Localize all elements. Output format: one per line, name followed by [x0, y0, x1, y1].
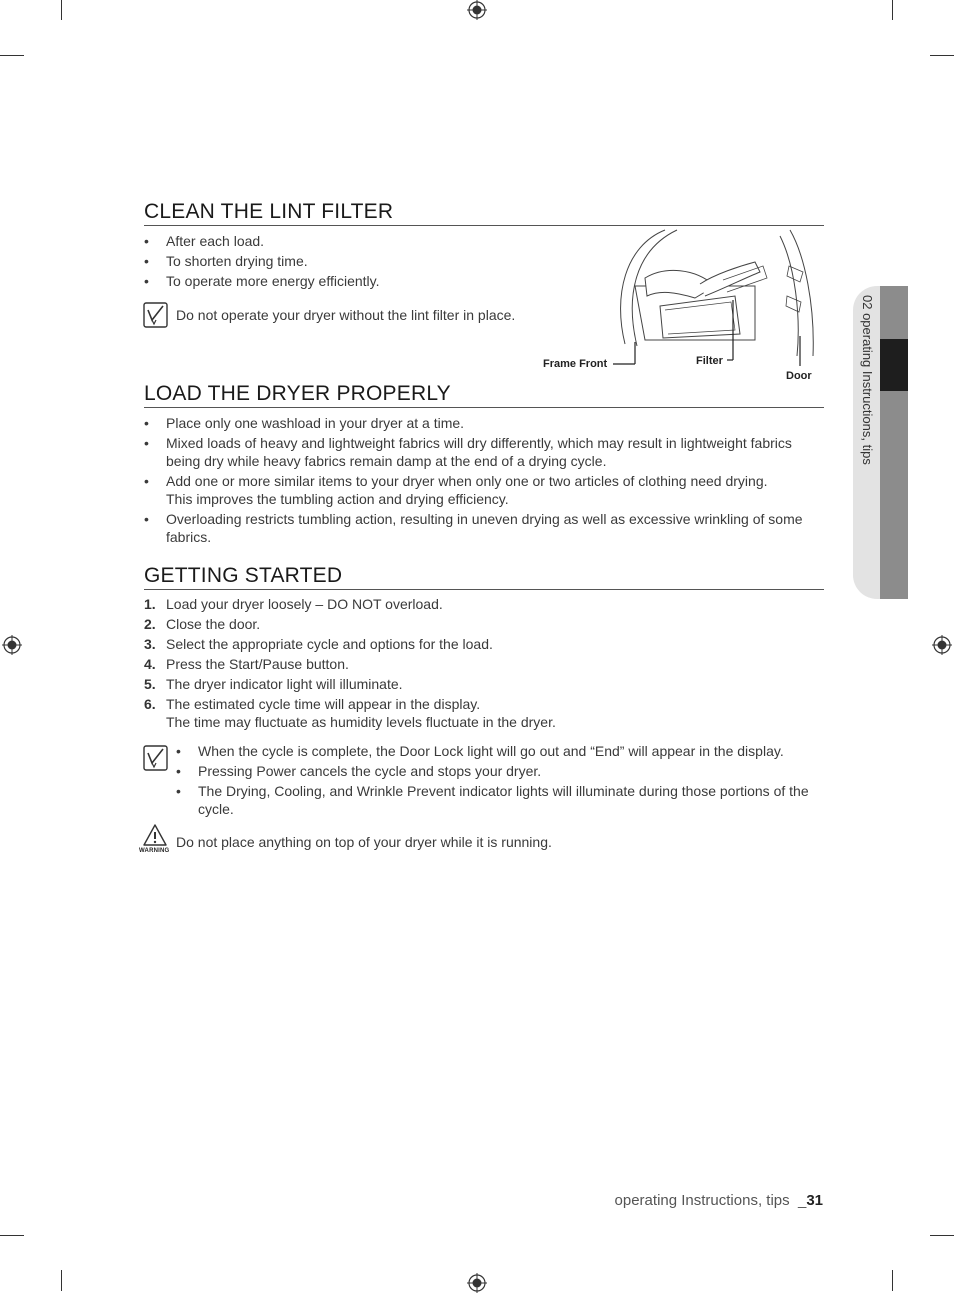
- list-item: • The Drying, Cooling, and Wrinkle Prevent indicator lights will illuminate during those portions of the cycle.: [176, 782, 822, 818]
- crop-mark: [930, 1235, 954, 1236]
- list-item: • Overloading restricts tumbling action, resulting in uneven drying as well as excessive wrinkling of some fabrics.: [144, 510, 820, 546]
- callout-frame-front: Frame Front: [543, 358, 608, 370]
- list-item: • Mixed loads of heavy and lightweight fabrics will dry differently, which may result in lightweight fabrics being dry while heavy fabrics remain damp at the end of a drying cycle.: [144, 434, 820, 470]
- chapter-tab-strip: [880, 286, 908, 599]
- step-number: 5.: [144, 676, 156, 692]
- page-footer: [615, 1192, 823, 1209]
- list-item: • When the cycle is complete, the Door Lock light will go out and “End” will appear in the display.: [176, 742, 822, 760]
- step-item: [144, 615, 820, 633]
- section-title-start: GETTING STARTED: [144, 564, 824, 590]
- note-pencil-icon: [143, 302, 168, 328]
- step-text: Close the door.: [166, 616, 261, 632]
- step-text: Press the Start/Pause button.: [166, 656, 349, 672]
- callout-door: Door: [786, 370, 812, 382]
- chapter-tab-marker: [880, 339, 908, 391]
- list-item: • Pressing Power cancels the cycle and stops your dryer.: [176, 762, 822, 780]
- start-note-bullets: [176, 742, 822, 820]
- step-text: Load your dryer loosely – DO NOT overload.: [166, 596, 443, 612]
- step-text: Select the appropriate cycle and options for the load.: [166, 636, 493, 652]
- lint-note: Do not operate your dryer without the lint filter in place.: [176, 307, 516, 323]
- list-item: • Add one or more similar items to your dryer when only one or two articles of clothing need drying. This improves the tumbling action and drying efficiency.: [144, 472, 820, 508]
- step-item: [144, 675, 820, 693]
- start-steps: [144, 595, 820, 733]
- lint-filter-illustration: [605, 226, 820, 371]
- crop-mark: [930, 55, 954, 56]
- chapter-tab-label: 02 operating Instructions, tips: [860, 295, 875, 465]
- registration-mark-icon: [467, 0, 487, 20]
- step-number: 4.: [144, 656, 156, 672]
- step-item: [144, 595, 820, 613]
- section-title-lint: CLEAN THE LINT FILTER: [144, 200, 824, 226]
- crop-mark: [61, 1270, 62, 1291]
- warning-text: Do not place anything on top of your dryer while it is running.: [176, 834, 552, 850]
- list-item: • To operate more energy efficiently.: [144, 272, 584, 290]
- crop-mark: [0, 55, 24, 56]
- step-number: 3.: [144, 636, 156, 652]
- warning-label: WARNING: [139, 848, 170, 854]
- footer-text: operating Instructions, tips _: [614, 1192, 807, 1209]
- step-text: The estimated cycle time will appear in the display. The time may fluctuate as humidity levels fluctuate in the dryer.: [166, 696, 556, 730]
- step-number: 6.: [144, 696, 156, 712]
- step-text: The dryer indicator light will illuminate.: [166, 676, 403, 692]
- registration-mark-icon: [467, 1273, 487, 1293]
- load-bullets: [144, 414, 820, 548]
- note-pencil-icon: [143, 745, 168, 771]
- lint-bullets: [144, 232, 584, 292]
- list-item: • To shorten drying time.: [144, 252, 584, 270]
- step-item: [144, 695, 820, 731]
- callout-filter: Filter: [696, 355, 723, 367]
- crop-mark: [61, 0, 62, 20]
- warning-triangle-icon: [142, 823, 168, 847]
- list-item: • Place only one washload in your dryer at a time.: [144, 414, 820, 432]
- crop-mark: [892, 0, 893, 20]
- list-item: • After each load.: [144, 232, 584, 250]
- page-number: 31: [806, 1192, 823, 1209]
- registration-mark-icon: [2, 635, 22, 655]
- step-number: 2.: [144, 616, 156, 632]
- step-item: [144, 635, 820, 653]
- step-number: 1.: [144, 596, 156, 612]
- crop-mark: [0, 1235, 24, 1236]
- step-item: [144, 655, 820, 673]
- crop-mark: [892, 1270, 893, 1291]
- registration-mark-icon: [932, 635, 952, 655]
- section-title-load: LOAD THE DRYER PROPERLY: [144, 382, 824, 408]
